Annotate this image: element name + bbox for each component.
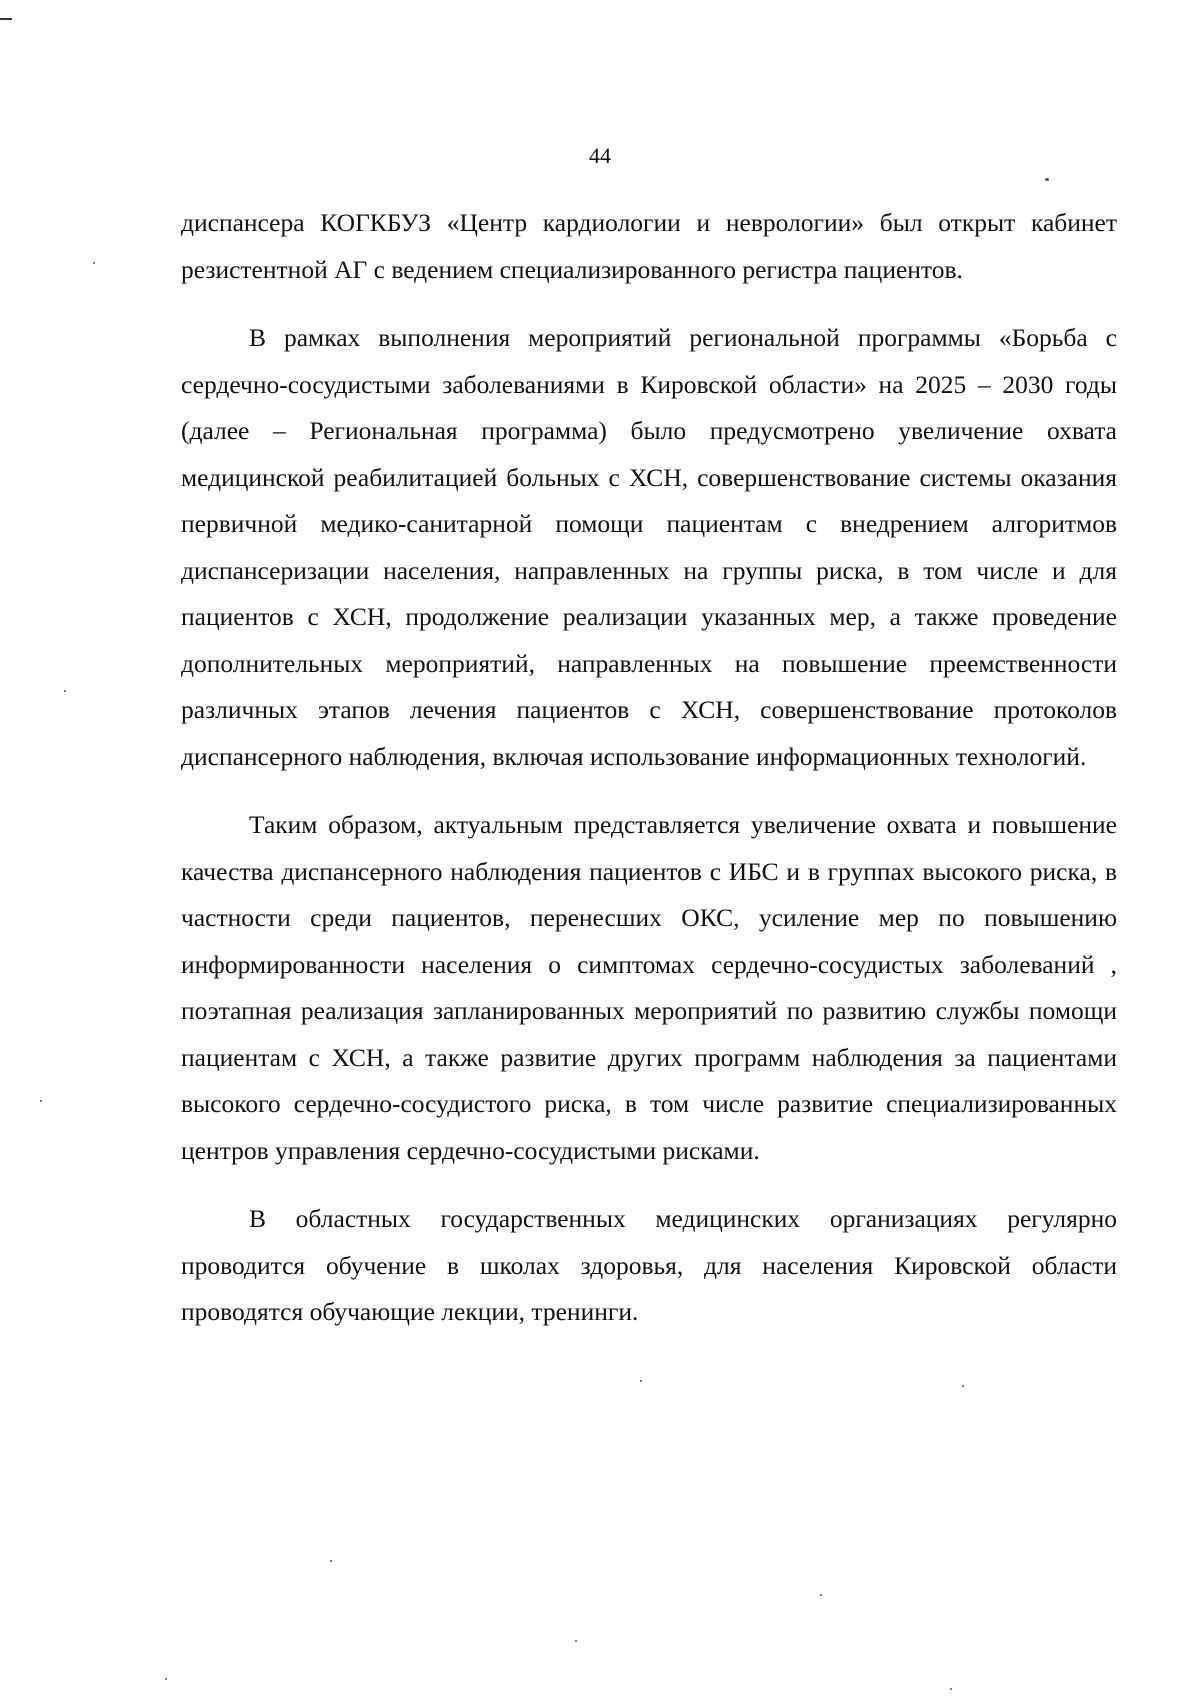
scan-speck <box>950 1688 952 1690</box>
scan-speck <box>1045 178 1049 181</box>
scan-speck <box>40 1100 42 1102</box>
scan-speck <box>64 690 66 692</box>
document-body <box>181 200 1117 1336</box>
scan-speck <box>575 1640 577 1642</box>
paragraph-regional-program: В рамках выполнения мероприятий региональной программы «Борьба с сердечно-сосудистыми заболеваниями в Кировской области» на 2025 – 2030 годы (далее – Региональная программа) было предусмотрено увеличение охвата медицинской реабилитацией больных с ХСН, совершенствование системы оказания первичной медико-санитарной помощи пациентам с внедрением алгоритмов диспансеризации населения, направленных на группы риска, в том числе и для пациентов с ХСН, продолжение реализации указанных мер, а также проведение дополнительных мероприятий, направленных на повышение преемственности различных этапов лечения пациентов с ХСН, совершенствование протоколов диспансерного наблюдения, включая использование информационных технологий. <box>181 323 1117 771</box>
page-number: 44 <box>589 143 611 168</box>
scan-speck <box>330 1560 332 1562</box>
scan-speck <box>165 1678 167 1680</box>
scan-speck <box>962 1385 964 1387</box>
scan-speck <box>93 262 95 264</box>
scan-speck <box>820 1594 822 1596</box>
paragraph-health-schools: В областных государственных медицинских организациях регулярно проводится обучение в школах здоровья, для населения Кировской области проводятся обучающие лекции, тренинги. <box>181 1204 1117 1326</box>
paragraph-continuation: диспансера КОГКБУЗ «Центр кардиологии и неврологии» был открыт кабинет резистентной АГ с ведением специализированного регистра пациентов. <box>181 208 1117 284</box>
scan-speck <box>640 1380 642 1382</box>
scan-edge-mark <box>0 18 12 20</box>
paragraph-conclusion: Таким образом, актуальным представляется увеличение охвата и повышение качества диспансерного наблюдения пациентов с ИБС и в группах высокого риска, в частности среди пациентов, перенесших ОКС, усиление мер по повышению информированности населения о симптомах сердечно-сосудистых заболеваний , поэтапная реализация запланированных мероприятий по развитию службы помощи пациентам с ХСН, а также развитие других программ наблюдения за пациентами высокого сердечно-сосудистого риска, в том числе развитие специализированных центров управления сердечно-сосудистыми рисками. <box>181 810 1117 1165</box>
